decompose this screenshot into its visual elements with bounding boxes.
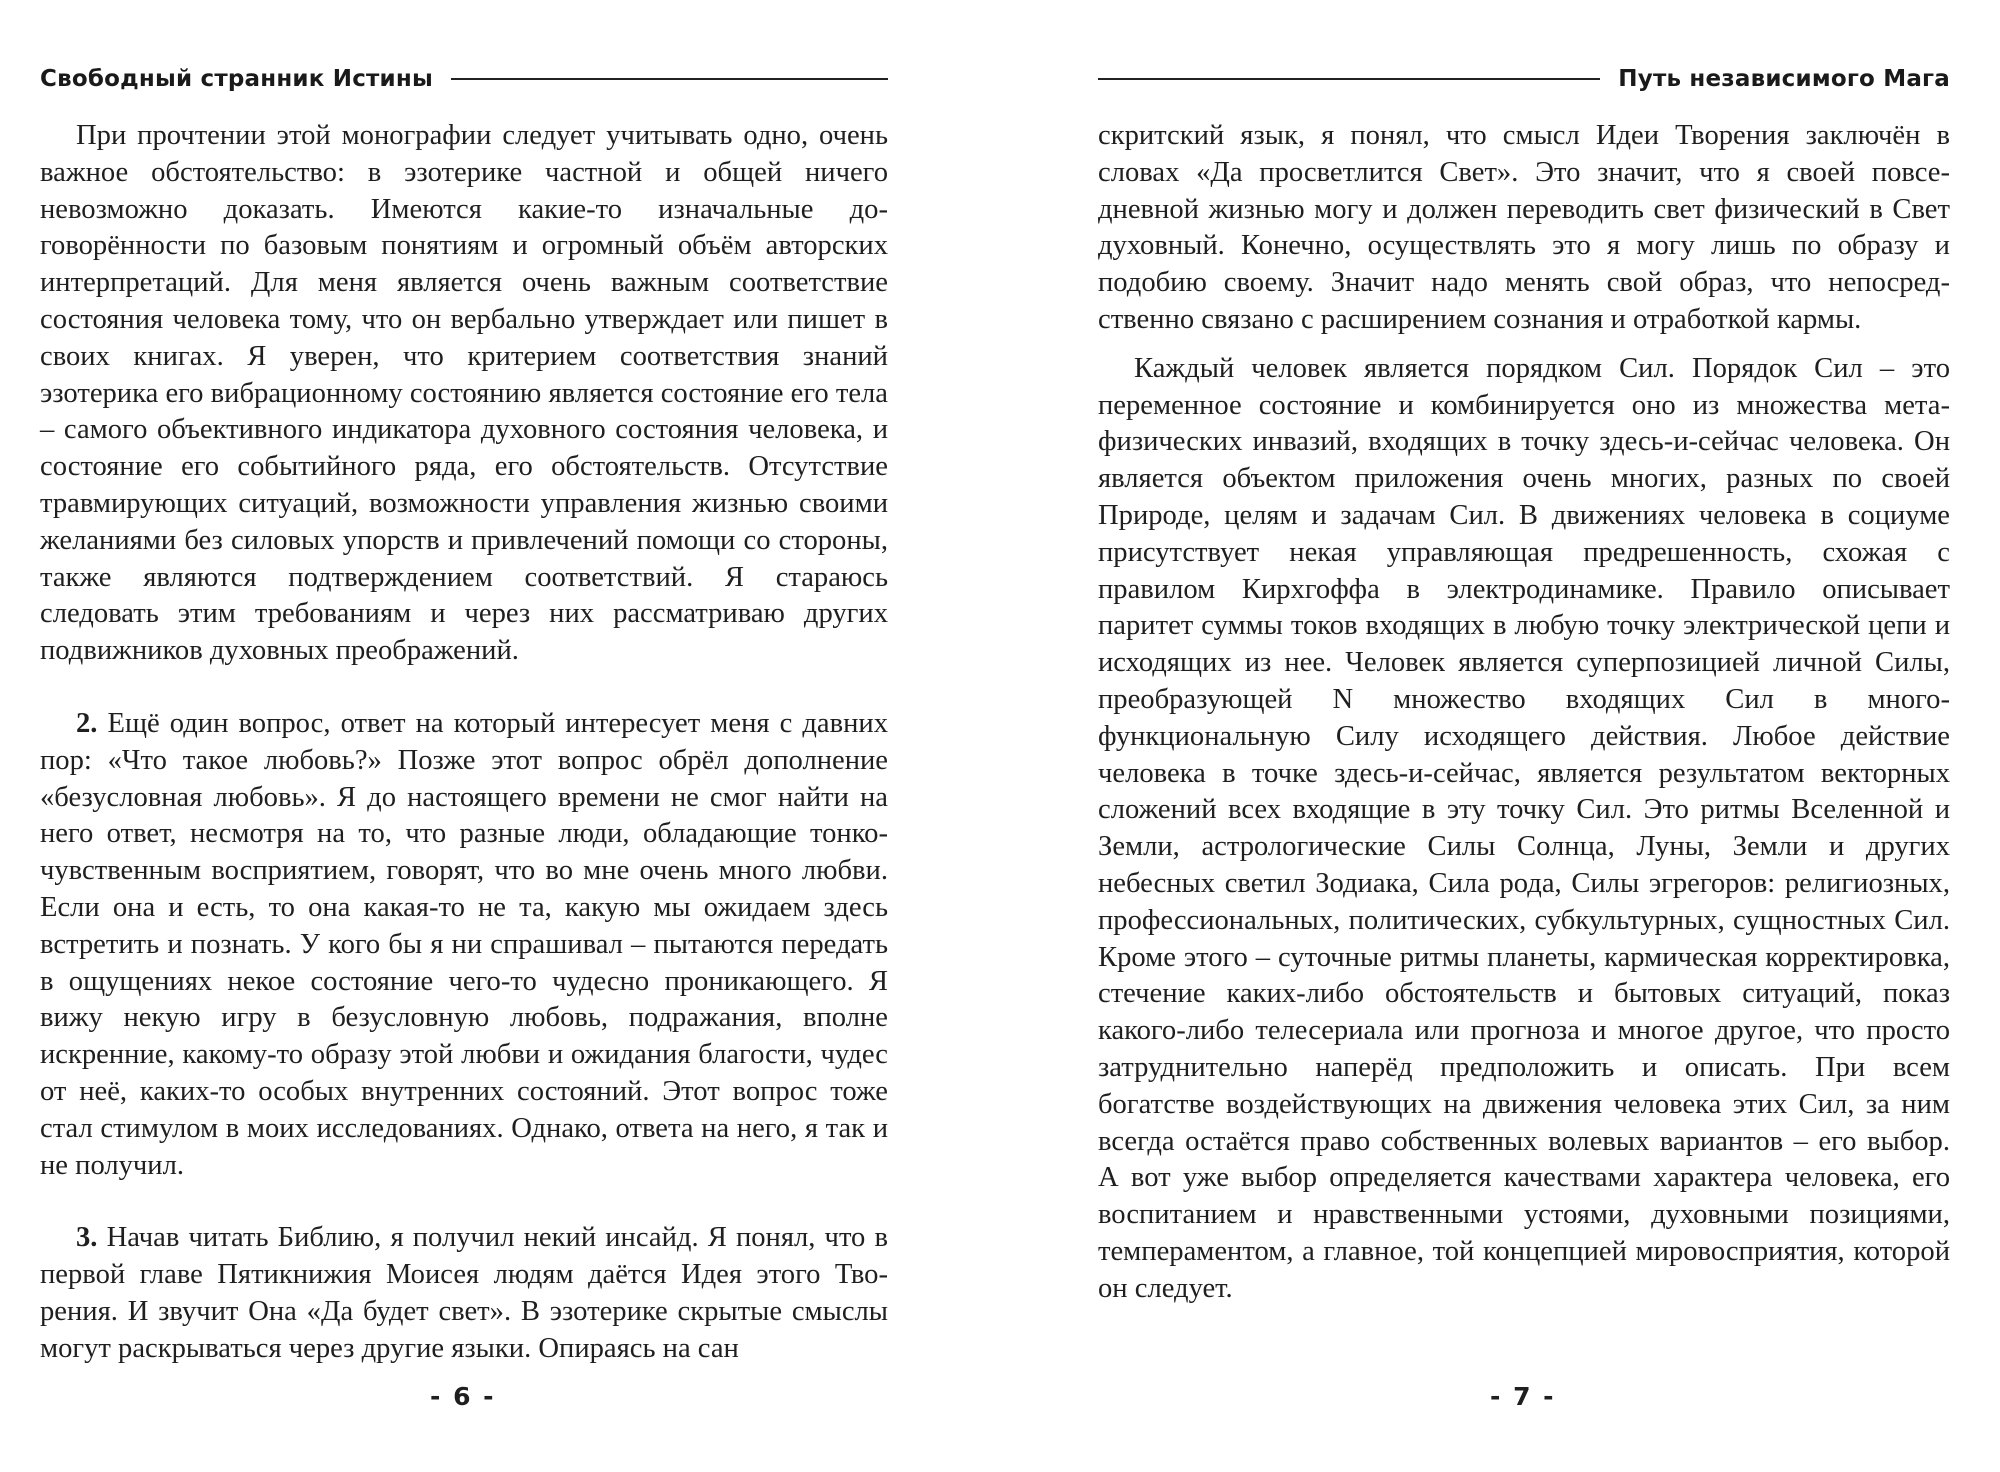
numbered-paragraph xyxy=(40,1220,888,1367)
right-header-title: Путь независимого Мага xyxy=(1618,66,1950,92)
paragraph-text: Каждый человек является порядком Сил. Порядок Сил – это переменное состояние и комбинируется оно из множества метафизических инвазий, входящих в точку здесь-и-сейчас человека. Он является объектом приложения очень многих, разных по своей Природе, целям и задачам Сил. В движениях человека в социуме присутствует некая управляющая предрешенность, схожая с правилом Кирхгоффа в электродинамике. Правило описывает паритет суммы токов входящих в любую точку электрической цепи и исходящих из нее. Человек является суперпозицией личной Силы, преобразующей N множество входящих Сил в многофункциональную Силу исходящего действия. Любое действие человека в точке здесь-и-сейчас, является результатом векторных сложений всех входящие в эту точку Сил. Это ритмы Вселенной и Земли, астрологические Силы Солнца, Луны, Земли и других небесных светил Зодиака, Сила рода, Силы эгрегоров: религиозных, профессиональных, политических, субкультурных, сущностных Сил. Кроме этого – суточные ритмы планеты, кармическая корректировка, стечение каких-либо обстоятельств и бытовых ситуаций, показ какого-либо телесериала или прогноза и многое другое, что просто затруднительно наперёд предположить и описать. При всем богатстве воздействующих на движения человека этих Сил, за ним всегда остаётся право собственных волевых вариантов – его выбор. А вот уже выбор определяется качествами характера человека, его воспитанием и нравственными устоями, духовными позициями, темпераментом, а главное, той концепцией мировосприятия, которой он следует. xyxy=(1098,352,1950,1304)
paragraph xyxy=(1098,351,1950,1308)
right-header-rule xyxy=(1098,78,1600,80)
left-page-number: - 6 - xyxy=(430,1382,496,1411)
paragraph-number: 3. xyxy=(76,1222,98,1254)
right-page-number: - 7 - xyxy=(1490,1382,1556,1411)
paragraph-number: 2. xyxy=(76,707,98,739)
paragraph xyxy=(40,118,888,670)
left-body-text xyxy=(40,118,888,1368)
paragraph-text: Ещё один вопрос, ответ на который интересует меня с давних пор: «Что такое любовь?» Позже этот вопрос обрёл дополнение «безусловная любовь». Я до настоящего времени не смог найти на него ответ, несмотря на то, что разные люди, обладающие тонко-чувственным восприятием, говорят, что во мне очень много любви. Если она и есть, то она какая-то не та, какую мы ожидаем здесь встретить и познать. У кого бы я ни спрашивал – пытаются передать в ощущениях некое состояние чего-то чудесно проникающего. Я вижу некую игру в безусловную любовь, подражания, вполне искренние, какому-то образу этой любви и ожидания благости, чудес от неё, каких-то особых внутренних состояний. Этот вопрос тоже стал стимулом в моих исследованиях. Однако, ответа на него, я так и не получил. xyxy=(40,707,889,1181)
paragraph-text: Начав читать Библию, я получил некий инсайд. Я понял, что в первой главе Пятикнижия Моисея людям даётся Идея этого Творения. И звучит Она «Да будет свет». В эзотерике скрытые смыслы могут раскрываться через другие языки. Опираясь на сан xyxy=(40,1222,888,1364)
paragraph-text: При прочтении этой монографии следует учитывать одно, очень важное обстоятельство: в эзотерике частной и общей ничего невозможно доказать. Имеются какие-то изначальные договорённости по базовым понятиям и огромный объём авторских интерпретаций. Для меня является очень важным соответствие состояния человека тому, что он вербально утверждает или пишет в своих книгах. Я уверен, что критерием соответствия знаний эзотерика его вибрационному состоянию является состояние его тела – самого объективного индикатора духовного состояния человека, и состояние его событийного ряда, его обстоятельств. Отсутствие травмирующих ситуаций, возможности управления жизнью своими желаниями без силовых упорств и привлечений помощи со стороны, также являются подтверждением соответствий. Я стараюсь следовать этим требованиям и через них рассматриваю других подвижников духовных преображений. xyxy=(40,120,888,667)
right-running-header xyxy=(1098,64,1950,94)
left-header-rule xyxy=(451,78,888,80)
paragraph-text: скритский язык, я понял, что смысл Идеи Творения заключён в словах «Да просветлится Свет». Это значит, что я своей повседневной жизнью могу и должен переводить свет физический в Свет духовный. Конечно, осуществлять это я могу лишь по образу и подобию своему. Значит надо менять свой образ, что непосредственно связано с расширением сознания и отработкой кармы. xyxy=(1098,120,1950,335)
right-page xyxy=(1000,0,2000,1472)
numbered-paragraph xyxy=(40,706,888,1184)
left-running-header xyxy=(40,64,888,94)
right-body-text xyxy=(1098,118,1950,1308)
paragraph xyxy=(1098,118,1950,339)
left-header-title: Свободный странник Истины xyxy=(40,66,433,92)
